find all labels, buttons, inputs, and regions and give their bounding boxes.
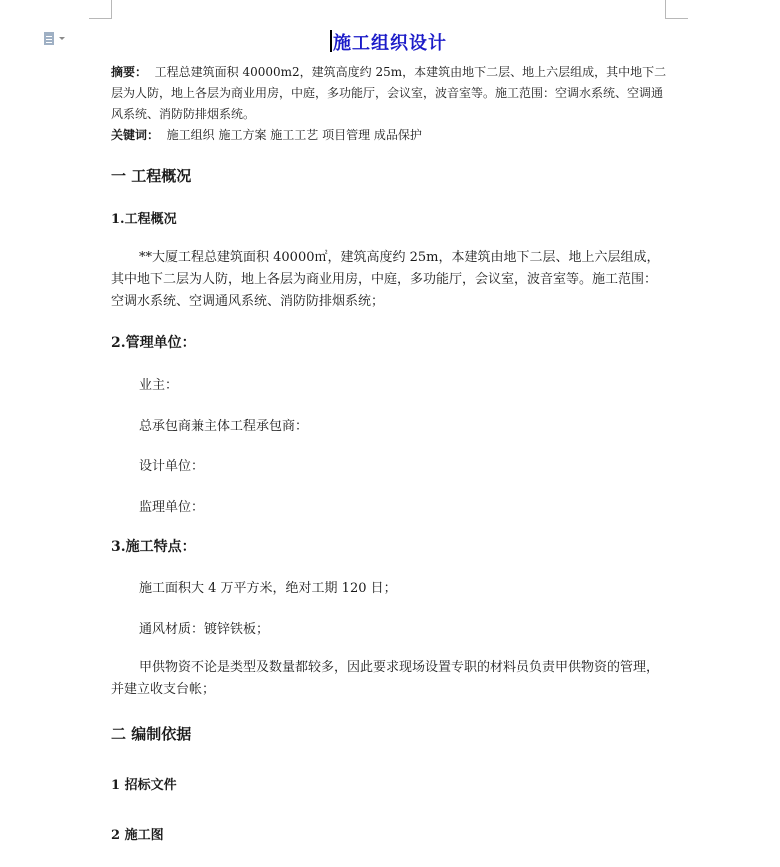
heading-1-1: 1.工程概况	[111, 212, 177, 227]
document-title-text: 施工组织设计	[333, 33, 447, 54]
heading-1-2: 2.管理单位：	[111, 335, 196, 351]
owner-line: 业主：	[139, 378, 179, 393]
text-cursor	[330, 30, 332, 52]
keywords-label: 关键词：	[111, 128, 160, 142]
keywords-paragraph	[111, 125, 422, 145]
heading-2-2: 2 施工图	[111, 828, 164, 843]
keywords-text: 施工组织 施工方案 施工工艺 项目管理 成品保护	[166, 128, 422, 142]
feature-line-1: 施工面积大 4 万平方米，绝对工期 120 日；	[139, 581, 397, 596]
contractor-line: 总承包商兼主体工程承包商：	[139, 419, 309, 434]
supervisor-line: 监理单位：	[139, 500, 205, 515]
abstract-paragraph	[111, 62, 667, 125]
heading-1-3: 3.施工特点：	[111, 539, 196, 555]
page-corner-mark-right	[665, 0, 688, 19]
abstract-label: 摘要：	[111, 65, 148, 79]
overview-paragraph: **大厦工程总建筑面积 40000㎡，建筑高度约 25m，本建筑由地下二层、地上六层组成，其中地下二层为人防，地上各层为商业用房，中庭，多功能厅，会议室，波音室等。施工范围：空调水系统、空调通风系统、消防防排烟系统；	[111, 250, 660, 309]
feature-line-2: 通风材质：镀锌铁板；	[139, 622, 270, 637]
feature-paragraph-3: 甲供物资不论是类型及数量都较多，因此要求现场设置专职的材料员负责甲供物资的管理，并建立收支台帐；	[111, 660, 660, 697]
abstract-text: 工程总建筑面积 40000m2，建筑高度约 25m，本建筑由地下二层、地上六层组成，其中地下二层为人防，地上各层为商业用房，中庭，多功能厅，会议室，波音室等。施工范围：空调水系统、空调通风系统、消防防排烟系统。	[111, 65, 667, 121]
heading-section-2: 二 编制依据	[111, 725, 192, 743]
heading-section-1: 一 工程概况	[111, 167, 192, 185]
heading-2-1: 1 招标文件	[111, 778, 177, 793]
page-corner-mark-left	[89, 0, 112, 19]
document-title[interactable]	[333, 29, 447, 55]
designer-line: 设计单位：	[139, 459, 205, 474]
title-container	[0, 29, 780, 55]
